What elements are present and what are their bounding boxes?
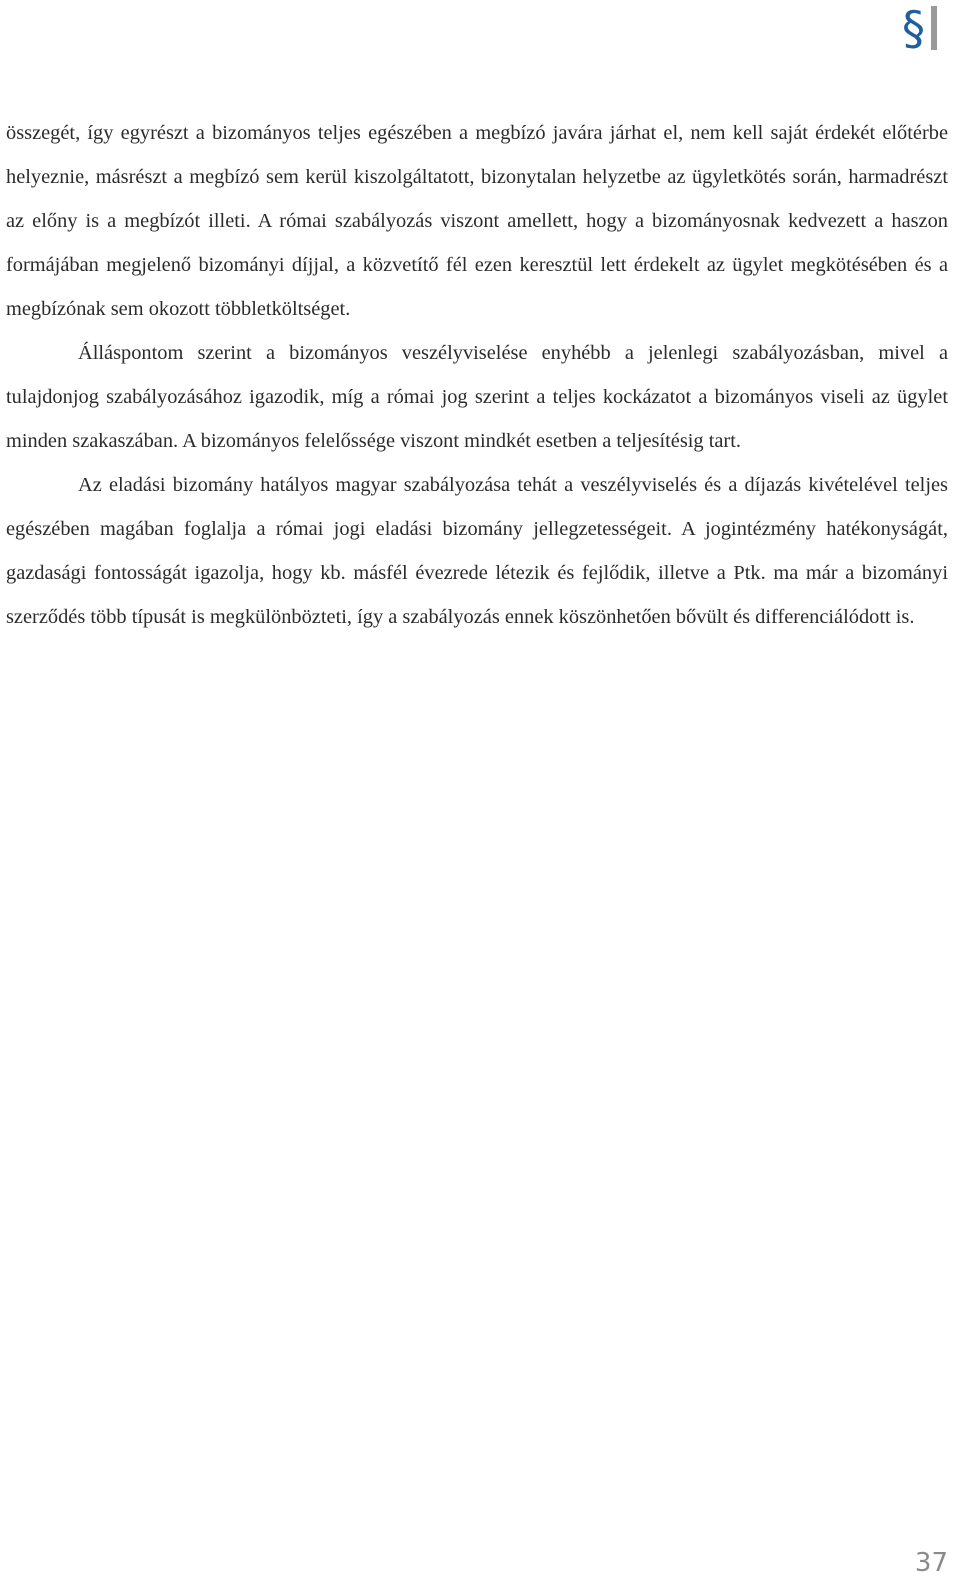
paragraph-1: összegét, így egyrészt a bizományos teljes egészében a megbízó javára járhat el, nem kell saját érdekét előtérbe helyeznie, másrészt a megbízó sem kerül kiszolgáltatott, bizonytalan helyzetbe az ügyletkötés során, harmadrészt az előny is a megbízót illeti. A római szabályozás viszont amellett, hogy a bizományosnak kedvezett a haszon formájában megjelenő bizományi díjjal, a közvetítő fél ezen keresztül lett érdekelt az ügylet megkötésében és a megbízónak sem okozott többletköltséget. bbox=[6, 122, 948, 320]
paragraph-2: Álláspontom szerint a bizományos veszélyviselése enyhébb a jelenlegi szabályozásban, mivel a tulajdonjog szabályozásához igazodik, míg a római jog szerint a teljes kockázatot a bizományos viseli az ügylet minden szakaszában. A bizományos felelőssége viszont mindkét esetben a teljesítésig tart. bbox=[6, 342, 948, 452]
paragraph-3: Az eladási bizomány hatályos magyar szabályozása tehát a veszélyviselés és a díjazás kivételével teljes egészében magában foglalja a római jogi eladási bizomány jellegzetességeit. A jogintézmény hatékonyságát, gazdasági fontosságát igazolja, hogy kb. másfél évezrede létezik és fejlődik, illetve a Ptk. ma már a bizományi szerződés több típusát is megkülönbözteti, így a szabályozás ennek köszönhetően bővült és differenciálódott is. bbox=[6, 474, 948, 628]
page-number: 37 bbox=[914, 1548, 948, 1578]
logo-bar bbox=[931, 6, 937, 50]
section-sign-icon: § bbox=[902, 1, 925, 55]
document-body bbox=[6, 111, 948, 639]
header-logo bbox=[902, 2, 954, 54]
